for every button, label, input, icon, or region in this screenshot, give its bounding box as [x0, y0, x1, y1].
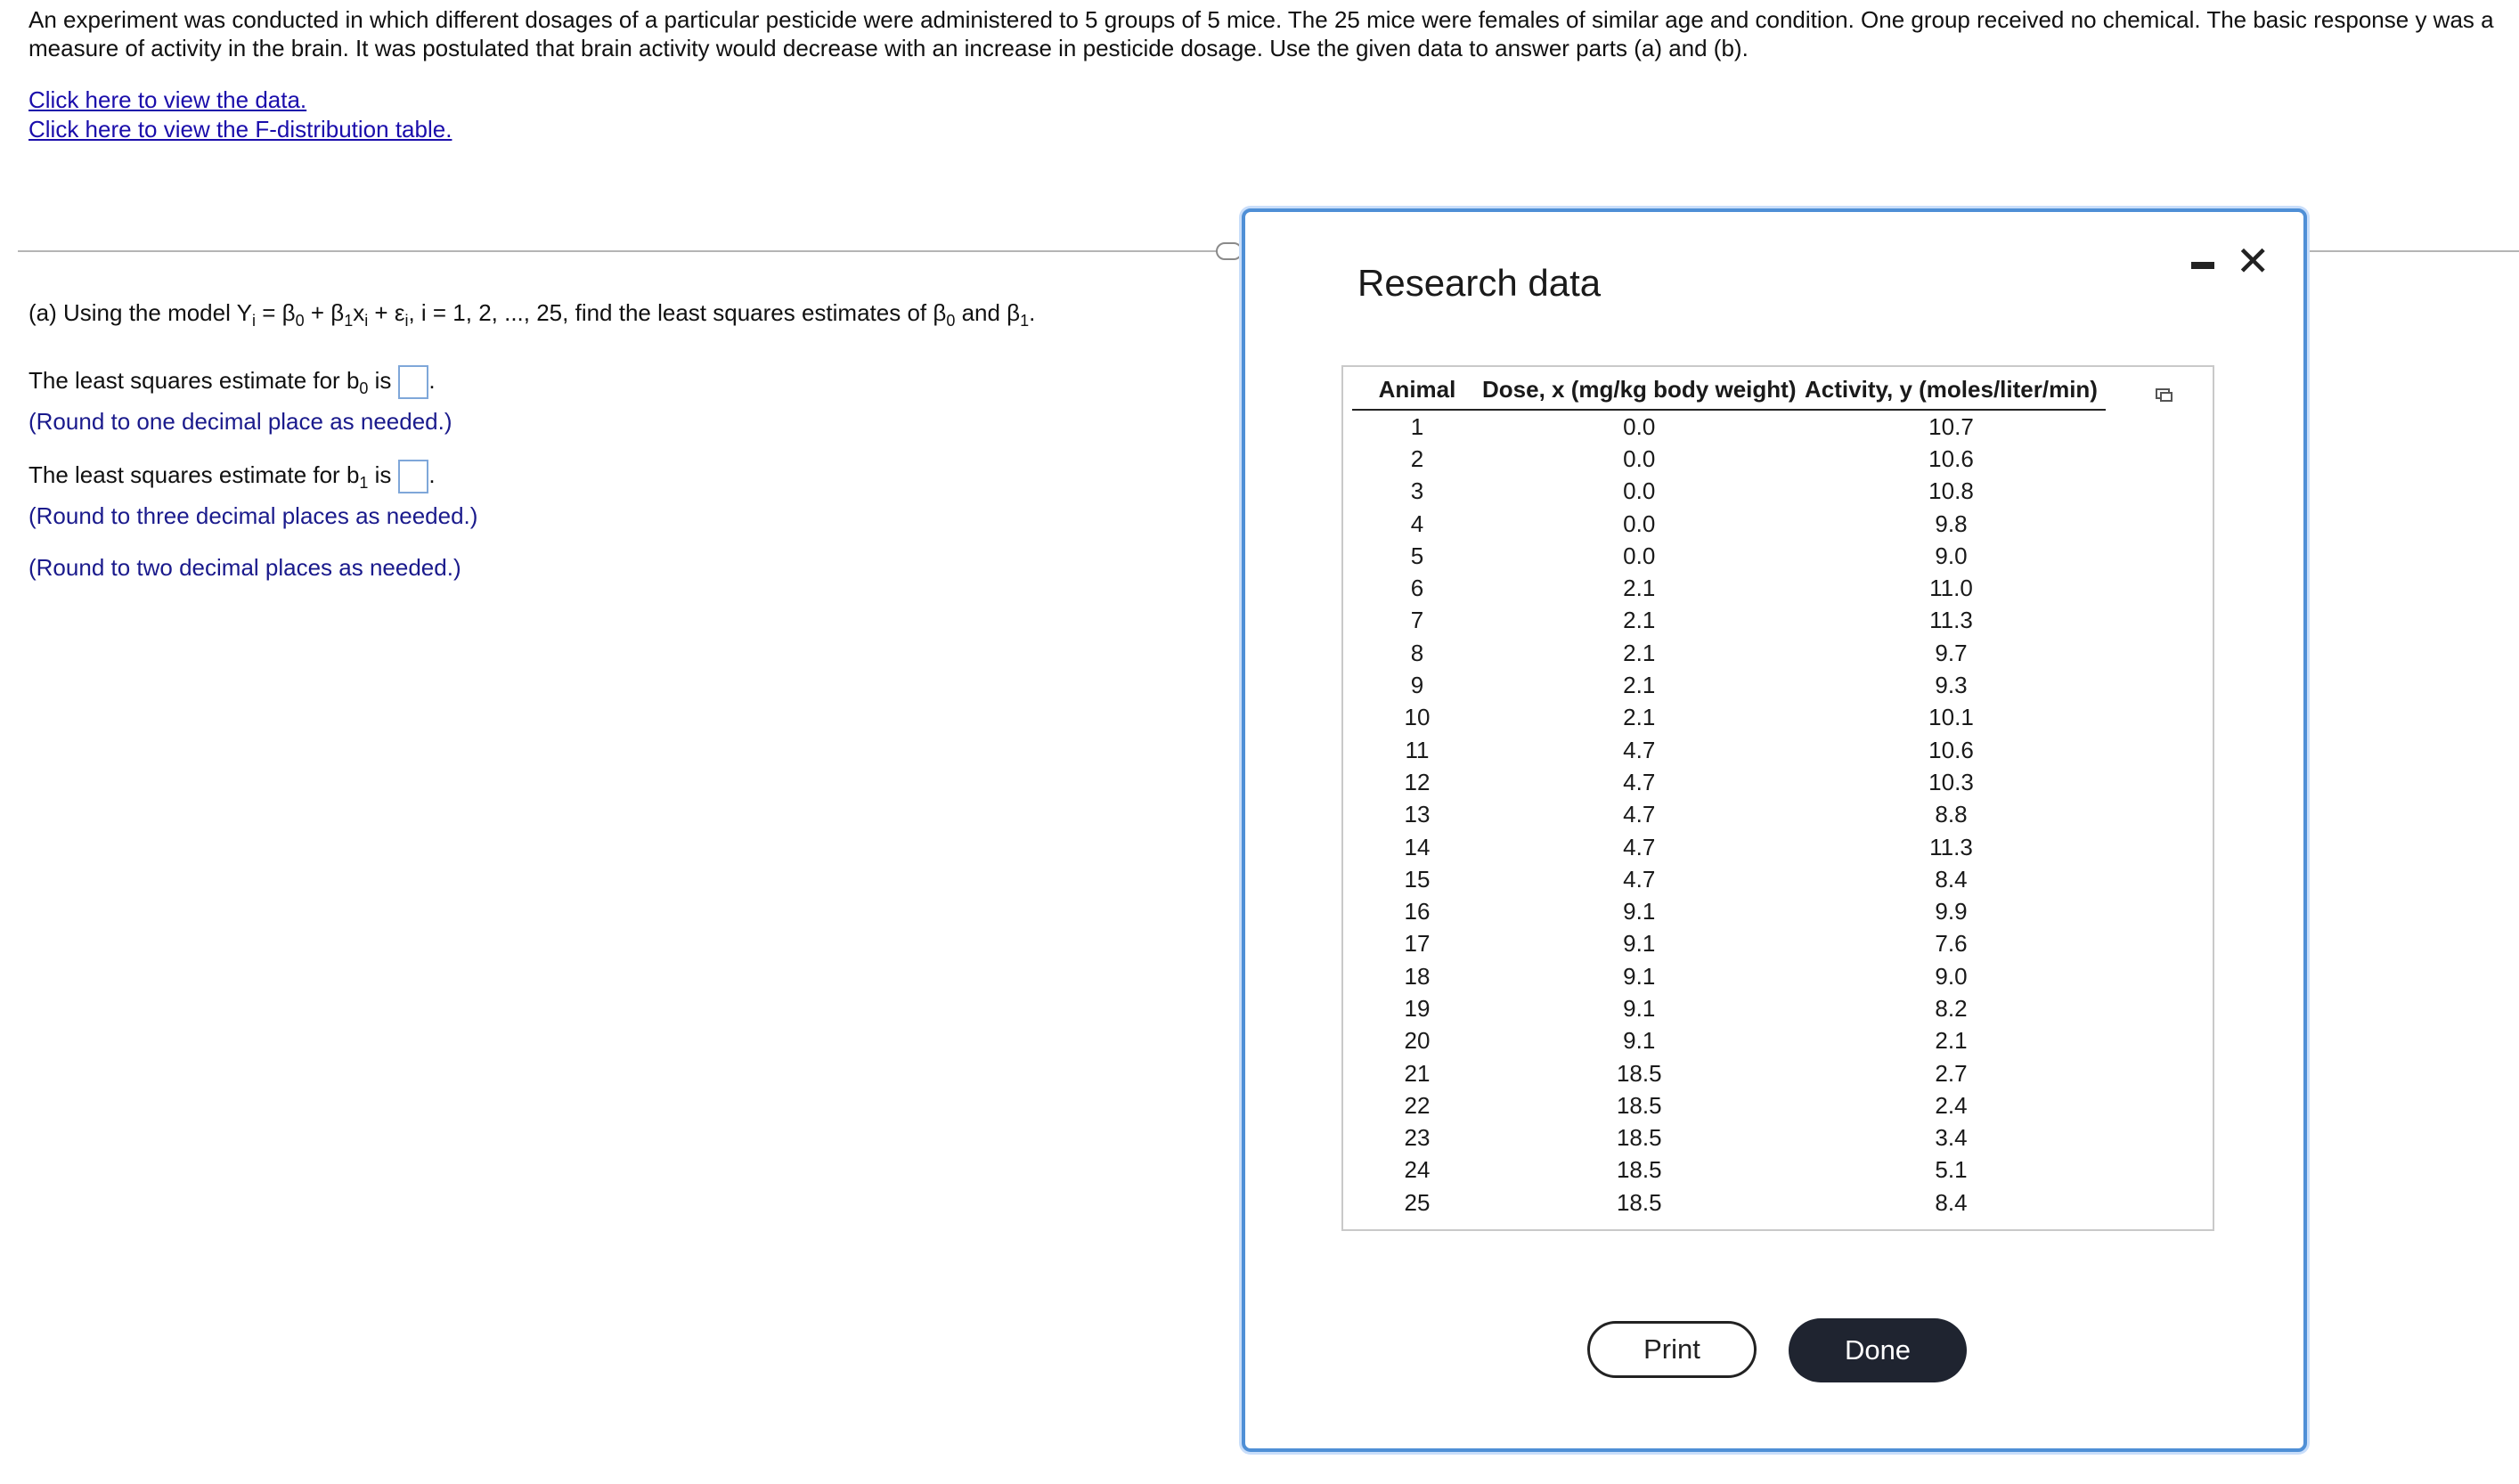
cell-activity: 7.6: [1935, 930, 1968, 958]
table-row: [1352, 669, 2106, 701]
table-row: [1352, 637, 2106, 669]
table-row: [1352, 476, 2106, 508]
cell-activity: 5.1: [1935, 1156, 1968, 1184]
cell-animal: 9: [1410, 672, 1424, 699]
table-row: [1352, 1025, 2106, 1057]
expand-handle[interactable]: [1216, 242, 1243, 260]
cell-dose: 0.0: [1623, 412, 1656, 440]
section-divider-right: [2309, 250, 2519, 252]
cell-animal: 2: [1410, 444, 1424, 472]
table-row: [1352, 605, 2106, 637]
table-header-row: [1352, 372, 2106, 410]
b1-answer-input[interactable]: [398, 460, 428, 493]
cell-animal: 5: [1410, 542, 1424, 569]
cell-dose: 0.0: [1623, 444, 1656, 472]
cell-dose: 18.5: [1616, 1156, 1662, 1184]
cell-activity: 2.4: [1935, 1091, 1968, 1119]
cell-animal: 17: [1404, 930, 1431, 958]
b0-answer-line: The least squares estimate for $b_0$ is .: [29, 366, 436, 398]
cell-activity: 9.0: [1935, 542, 1968, 569]
minimize-icon[interactable]: [2191, 262, 2214, 269]
table-row: [1352, 928, 2106, 960]
cell-animal: 22: [1404, 1091, 1431, 1119]
cell-dose: 2.1: [1623, 672, 1656, 699]
table-row: [1352, 895, 2106, 927]
cell-activity: 10.7: [1928, 412, 1974, 440]
cell-activity: 9.0: [1935, 962, 1968, 990]
cell-activity: 11.3: [1929, 607, 1973, 634]
table-row: [1352, 766, 2106, 798]
cell-dose: 9.1: [1623, 994, 1656, 1022]
cell-activity: 8.4: [1935, 1188, 1968, 1216]
cell-activity: 10.1: [1928, 704, 1974, 731]
view-f-table-link[interactable]: Click here to view the F-distribution table.: [29, 116, 452, 143]
problem-statement: [29, 5, 2505, 62]
b0-rounding-hint: (Round to one decimal place as needed.): [29, 408, 452, 435]
view-data-link[interactable]: Click here to view the data.: [29, 86, 307, 113]
table-row: [1352, 572, 2106, 604]
cell-activity: 9.9: [1935, 898, 1968, 925]
cell-animal: 18: [1404, 962, 1431, 990]
table-row: [1352, 1089, 2106, 1121]
table-row: [1352, 1154, 2106, 1186]
cell-dose: 9.1: [1623, 930, 1656, 958]
cell-dose: 18.5: [1616, 1059, 1662, 1087]
cell-dose: 4.7: [1623, 768, 1656, 795]
table-row: [1352, 702, 2106, 734]
research-data-table: [1352, 372, 2106, 1219]
cell-activity: 8.2: [1935, 994, 1968, 1022]
cell-animal: 12: [1404, 768, 1431, 795]
cell-dose: 0.0: [1623, 542, 1656, 569]
cell-activity: 3.4: [1935, 1124, 1968, 1152]
b1-rounding-hint: (Round to three decimal places as needed.): [29, 502, 478, 529]
cell-dose: 2.1: [1623, 575, 1656, 602]
done-button[interactable]: Done: [1789, 1318, 1967, 1382]
cell-dose: 0.0: [1623, 477, 1656, 505]
table-row: [1352, 410, 2106, 443]
b1-answer-line: The least squares estimate for $b_1$ is .: [29, 461, 436, 493]
header-animal: Animal: [1352, 372, 1482, 410]
table-row: [1352, 831, 2106, 863]
table-row: [1352, 734, 2106, 766]
cell-animal: 7: [1410, 607, 1424, 634]
cell-animal: 14: [1404, 833, 1431, 860]
print-button[interactable]: Print: [1587, 1321, 1757, 1378]
cell-dose: 2.1: [1623, 704, 1656, 731]
cell-animal: 23: [1404, 1124, 1431, 1152]
table-row: [1352, 443, 2106, 475]
resource-links: [29, 86, 452, 144]
header-activity: Activity, y (moles/liter/min): [1796, 372, 2106, 410]
cell-activity: 11.0: [1929, 575, 1973, 602]
cell-dose: 4.7: [1623, 833, 1656, 860]
cell-dose: 4.7: [1623, 865, 1656, 893]
cell-animal: 15: [1404, 865, 1431, 893]
cell-animal: 25: [1404, 1188, 1431, 1216]
two-decimal-hint: (Round to two decimal places as needed.): [29, 554, 461, 581]
cell-animal: 8: [1410, 639, 1424, 666]
cell-animal: 20: [1404, 1027, 1431, 1055]
cell-activity: 8.8: [1935, 801, 1968, 828]
cell-activity: 9.7: [1935, 639, 1968, 666]
table-row: [1352, 540, 2106, 572]
problem-line-2: measure of activity in the brain. It was postulated that brain activity would decrease with an increase in pesticide dosage. Use the given data to answer parts (a) and (b).: [29, 35, 1749, 61]
cell-dose: 18.5: [1616, 1188, 1662, 1216]
table-row: [1352, 508, 2106, 540]
cell-dose: 0.0: [1623, 510, 1656, 537]
cell-animal: 4: [1410, 510, 1424, 537]
cell-dose: 2.1: [1623, 607, 1656, 634]
cell-activity: 10.6: [1928, 736, 1974, 763]
cell-animal: 11: [1405, 736, 1430, 763]
cell-dose: 9.1: [1623, 1027, 1656, 1055]
cell-dose: 9.1: [1623, 898, 1656, 925]
table-row: [1352, 960, 2106, 992]
cell-animal: 3: [1410, 477, 1424, 505]
cell-dose: 9.1: [1623, 962, 1656, 990]
cell-animal: 13: [1404, 801, 1431, 828]
table-row: [1352, 863, 2106, 895]
cell-animal: 21: [1404, 1059, 1431, 1087]
cell-animal: 6: [1410, 575, 1424, 602]
cell-animal: 10: [1404, 704, 1431, 731]
b0-answer-input[interactable]: [398, 365, 428, 399]
cell-animal: 19: [1404, 994, 1431, 1022]
section-divider: [18, 250, 1247, 252]
table-row: [1352, 1122, 2106, 1154]
cell-activity: 10.3: [1928, 768, 1974, 795]
part-a-question: (a) Using the model $Y_i = \beta_0 + \beta_1x_i + \varepsilon_i$, i = 1, 2, ..., 25, find the least squares estimates of $\beta_0$ and $\beta_1$.: [29, 299, 1036, 330]
table-row: [1352, 799, 2106, 831]
cell-activity: 9.8: [1935, 510, 1968, 537]
cell-dose: 18.5: [1616, 1091, 1662, 1119]
cell-activity: 9.3: [1935, 672, 1968, 699]
table-row: [1352, 992, 2106, 1024]
table-row: [1352, 1057, 2106, 1089]
cell-activity: 2.7: [1935, 1059, 1968, 1087]
cell-activity: 11.3: [1929, 833, 1973, 860]
cell-dose: 4.7: [1623, 801, 1656, 828]
dialog-title: Research data: [1357, 262, 1602, 304]
research-data-dialog: [1242, 208, 2307, 1452]
table-row: [1352, 1186, 2106, 1219]
cell-dose: 2.1: [1623, 639, 1656, 666]
cell-animal: 24: [1404, 1156, 1431, 1184]
cell-activity: 2.1: [1935, 1027, 1968, 1055]
cell-activity: 10.6: [1928, 444, 1974, 472]
cell-dose: 4.7: [1623, 736, 1656, 763]
problem-line-1: An experiment was conducted in which different dosages of a particular pesticide were administered to 5 groups of 5 mice. The 25 mice were females of similar age and condition. One group received no chemical. The basic response y was a: [29, 6, 2494, 33]
data-table-container: [1341, 365, 2214, 1231]
header-dose: Dose, x (mg/kg body weight): [1482, 372, 1796, 410]
cell-animal: 1: [1410, 412, 1424, 440]
copy-icon[interactable]: [2156, 388, 2173, 403]
cell-animal: 16: [1404, 898, 1431, 925]
cell-dose: 18.5: [1616, 1124, 1662, 1152]
cell-activity: 8.4: [1935, 865, 1968, 893]
cell-activity: 10.8: [1928, 477, 1974, 505]
close-icon[interactable]: ✕: [2236, 238, 2270, 284]
